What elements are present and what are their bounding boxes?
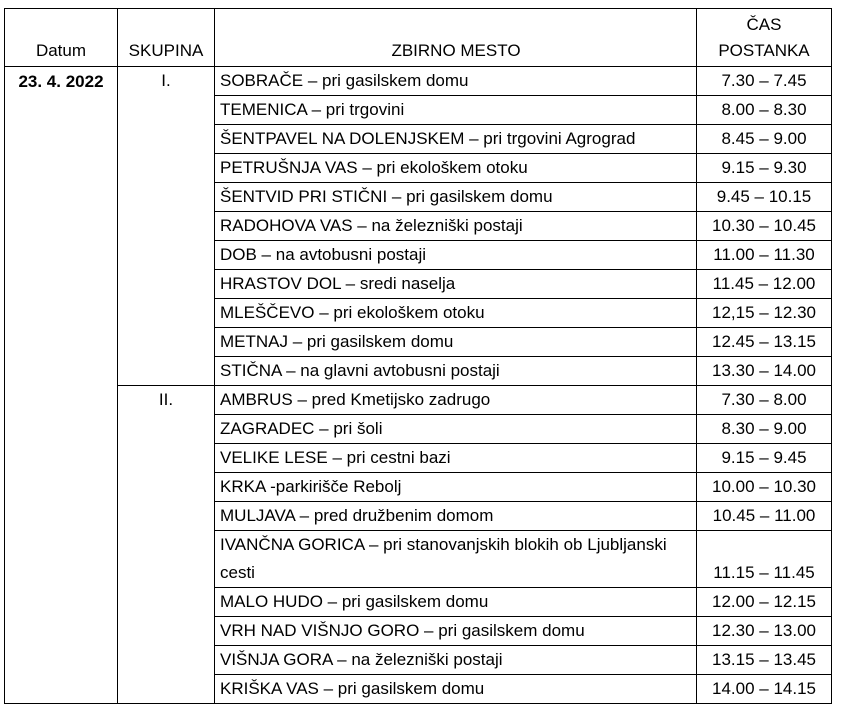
time-cell: 7.30 – 8.00 (697, 386, 832, 415)
location-cell: ZAGRADEC – pri šoli (215, 415, 697, 444)
time-cell: 11.45 – 12.00 (697, 270, 832, 299)
location-cell: KRIŠKA VAS – pri gasilskem domu (215, 675, 697, 704)
location-cell: VELIKE LESE – pri cestni bazi (215, 444, 697, 473)
time-cell: 10.45 – 11.00 (697, 502, 832, 531)
table-row (5, 67, 832, 96)
header-date: Datum (5, 9, 118, 67)
location-cell: PETRUŠNJA VAS – pri ekološkem otoku (215, 154, 697, 183)
location-cell: RADOHOVA VAS – na železniški postaji (215, 212, 697, 241)
location-cell: METNAJ – pri gasilskem domu (215, 328, 697, 357)
header-time-line1: ČAS (746, 15, 782, 34)
table-row (5, 386, 832, 415)
time-cell: 12,15 – 12.30 (697, 299, 832, 328)
schedule-body (5, 67, 832, 704)
location-cell: MALO HUDO – pri gasilskem domu (215, 588, 697, 617)
location-cell: DOB – na avtobusni postaji (215, 241, 697, 270)
header-location: ZBIRNO MESTO (215, 9, 697, 67)
time-cell: 9.45 – 10.15 (697, 183, 832, 212)
time-cell: 8.00 – 8.30 (697, 96, 832, 125)
date-cell: 23. 4. 2022 (5, 67, 118, 704)
header-time (697, 9, 832, 67)
location-cell: VIŠNJA GORA – na železniški postaji (215, 646, 697, 675)
location-cell: ŠENTPAVEL NA DOLENJSKEM – pri trgovini Agrograd (215, 125, 697, 154)
location-cell: SOBRAČE – pri gasilskem domu (215, 67, 697, 96)
group-cell: I. (118, 67, 215, 386)
location-cell: MLEŠČEVO – pri ekološkem otoku (215, 299, 697, 328)
time-cell: 11.15 – 11.45 (697, 531, 832, 588)
time-cell: 10.00 – 10.30 (697, 473, 832, 502)
header-time-line2: POSTANKA (718, 41, 810, 60)
time-cell: 12.00 – 12.15 (697, 588, 832, 617)
time-cell: 11.00 – 11.30 (697, 241, 832, 270)
time-cell: 12.45 – 13.15 (697, 328, 832, 357)
location-cell: ŠENTVID PRI STIČNI – pri gasilskem domu (215, 183, 697, 212)
header-group: SKUPINA (118, 9, 215, 67)
time-cell: 10.30 – 10.45 (697, 212, 832, 241)
time-cell: 9.15 – 9.45 (697, 444, 832, 473)
location-cell: VRH NAD VIŠNJO GORO – pri gasilskem domu (215, 617, 697, 646)
location-cell: HRASTOV DOL – sredi naselja (215, 270, 697, 299)
location-cell: TEMENICA – pri trgovini (215, 96, 697, 125)
location-cell: STIČNA – na glavni avtobusni postaji (215, 357, 697, 386)
location-cell: KRKA -parkirišče Rebolj (215, 473, 697, 502)
time-cell: 8.30 – 9.00 (697, 415, 832, 444)
time-cell: 12.30 – 13.00 (697, 617, 832, 646)
group-cell: II. (118, 386, 215, 704)
time-cell: 7.30 – 7.45 (697, 67, 832, 96)
time-cell: 13.15 – 13.45 (697, 646, 832, 675)
header-row (5, 9, 832, 67)
time-cell: 14.00 – 14.15 (697, 675, 832, 704)
location-cell: IVANČNA GORICA – pri stanovanjskih blokih ob Ljubljanski cesti (215, 531, 697, 588)
location-cell: MULJAVA – pred družbenim domom (215, 502, 697, 531)
location-cell: AMBRUS – pred Kmetijsko zadrugo (215, 386, 697, 415)
time-cell: 9.15 – 9.30 (697, 154, 832, 183)
schedule-table (4, 8, 832, 704)
time-cell: 13.30 – 14.00 (697, 357, 832, 386)
time-cell: 8.45 – 9.00 (697, 125, 832, 154)
